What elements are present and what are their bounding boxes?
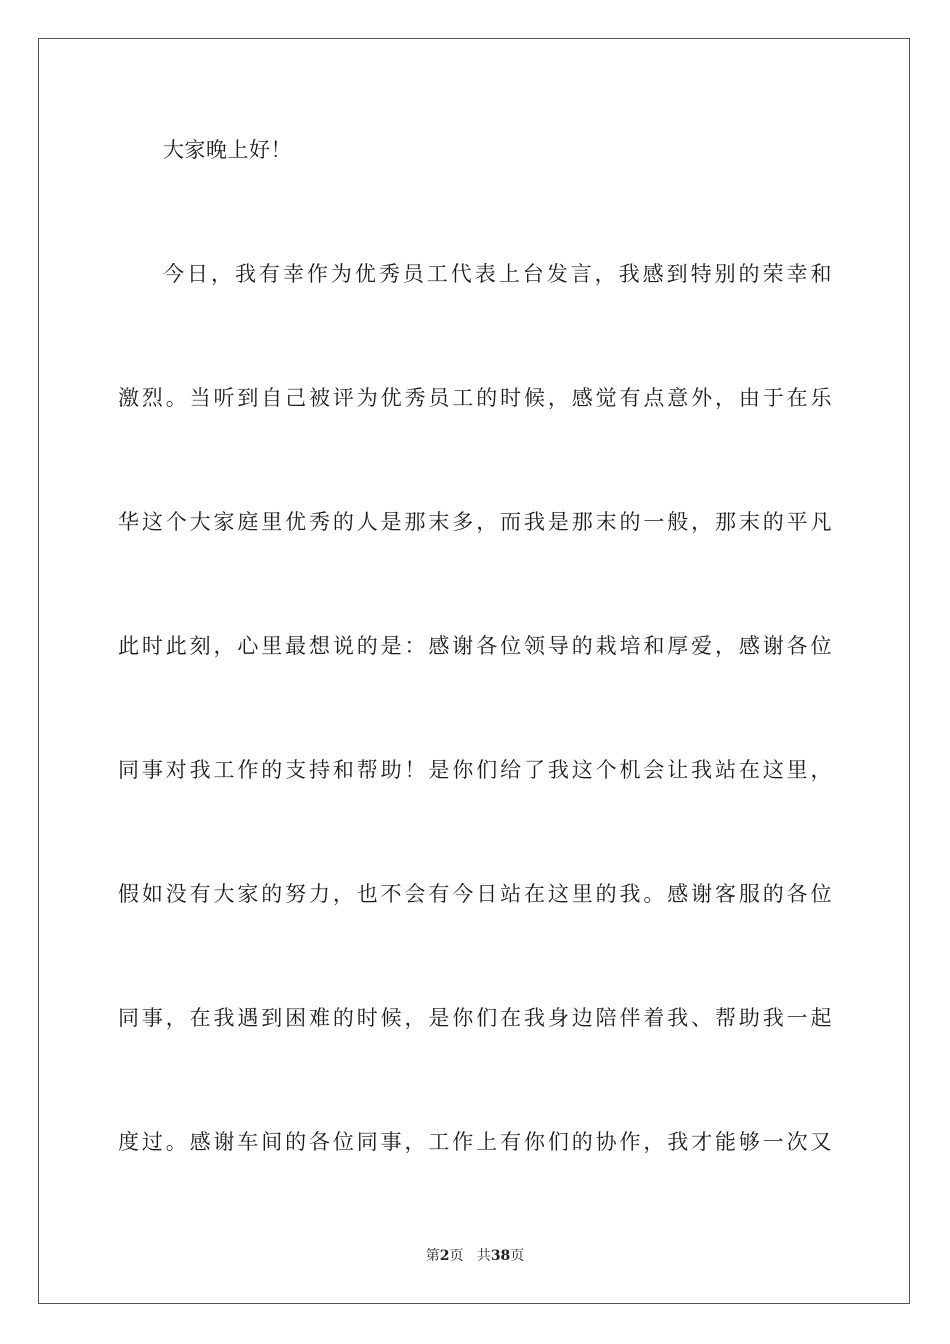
page-number: 2 [439, 1248, 450, 1264]
paragraph-line-1: 今日，我有幸作为优秀员工代表上台发言，我感到特别的荣幸和 [163, 262, 832, 286]
greeting-line: 大家晚上好！ [163, 138, 292, 162]
total-pages: 38 [490, 1248, 511, 1264]
page-prefix: 第 [425, 1248, 440, 1264]
paragraph-line-7: 同事，在我遇到困难的时候，是你们在我身边陪伴着我、帮助我一起 [118, 1006, 832, 1030]
paragraph-line-3: 华这个大家庭里优秀的人是那末多，而我是那末的一般，那末的平凡 [118, 510, 832, 534]
page-border [38, 38, 910, 1304]
page-suffix: 页 [449, 1248, 464, 1264]
page-footer [0, 1246, 950, 1266]
paragraph-line-5: 同事对我工作的支持和帮助！是你们给了我这个机会让我站在这里， [118, 758, 832, 782]
total-prefix: 共 [476, 1248, 491, 1264]
paragraph-line-8: 度过。感谢车间的各位同事，工作上有你们的协作，我才能够一次又 [118, 1130, 832, 1154]
total-suffix: 页 [510, 1248, 525, 1264]
paragraph-line-2: 激烈。当听到自己被评为优秀员工的时候，感觉有点意外，由于在乐 [118, 386, 832, 410]
paragraph-line-6: 假如没有大家的努力，也不会有今日站在这里的我。感谢客服的各位 [118, 882, 832, 906]
paragraph-line-4: 此时此刻，心里最想说的是：感谢各位领导的栽培和厚爱，感谢各位 [118, 634, 832, 658]
